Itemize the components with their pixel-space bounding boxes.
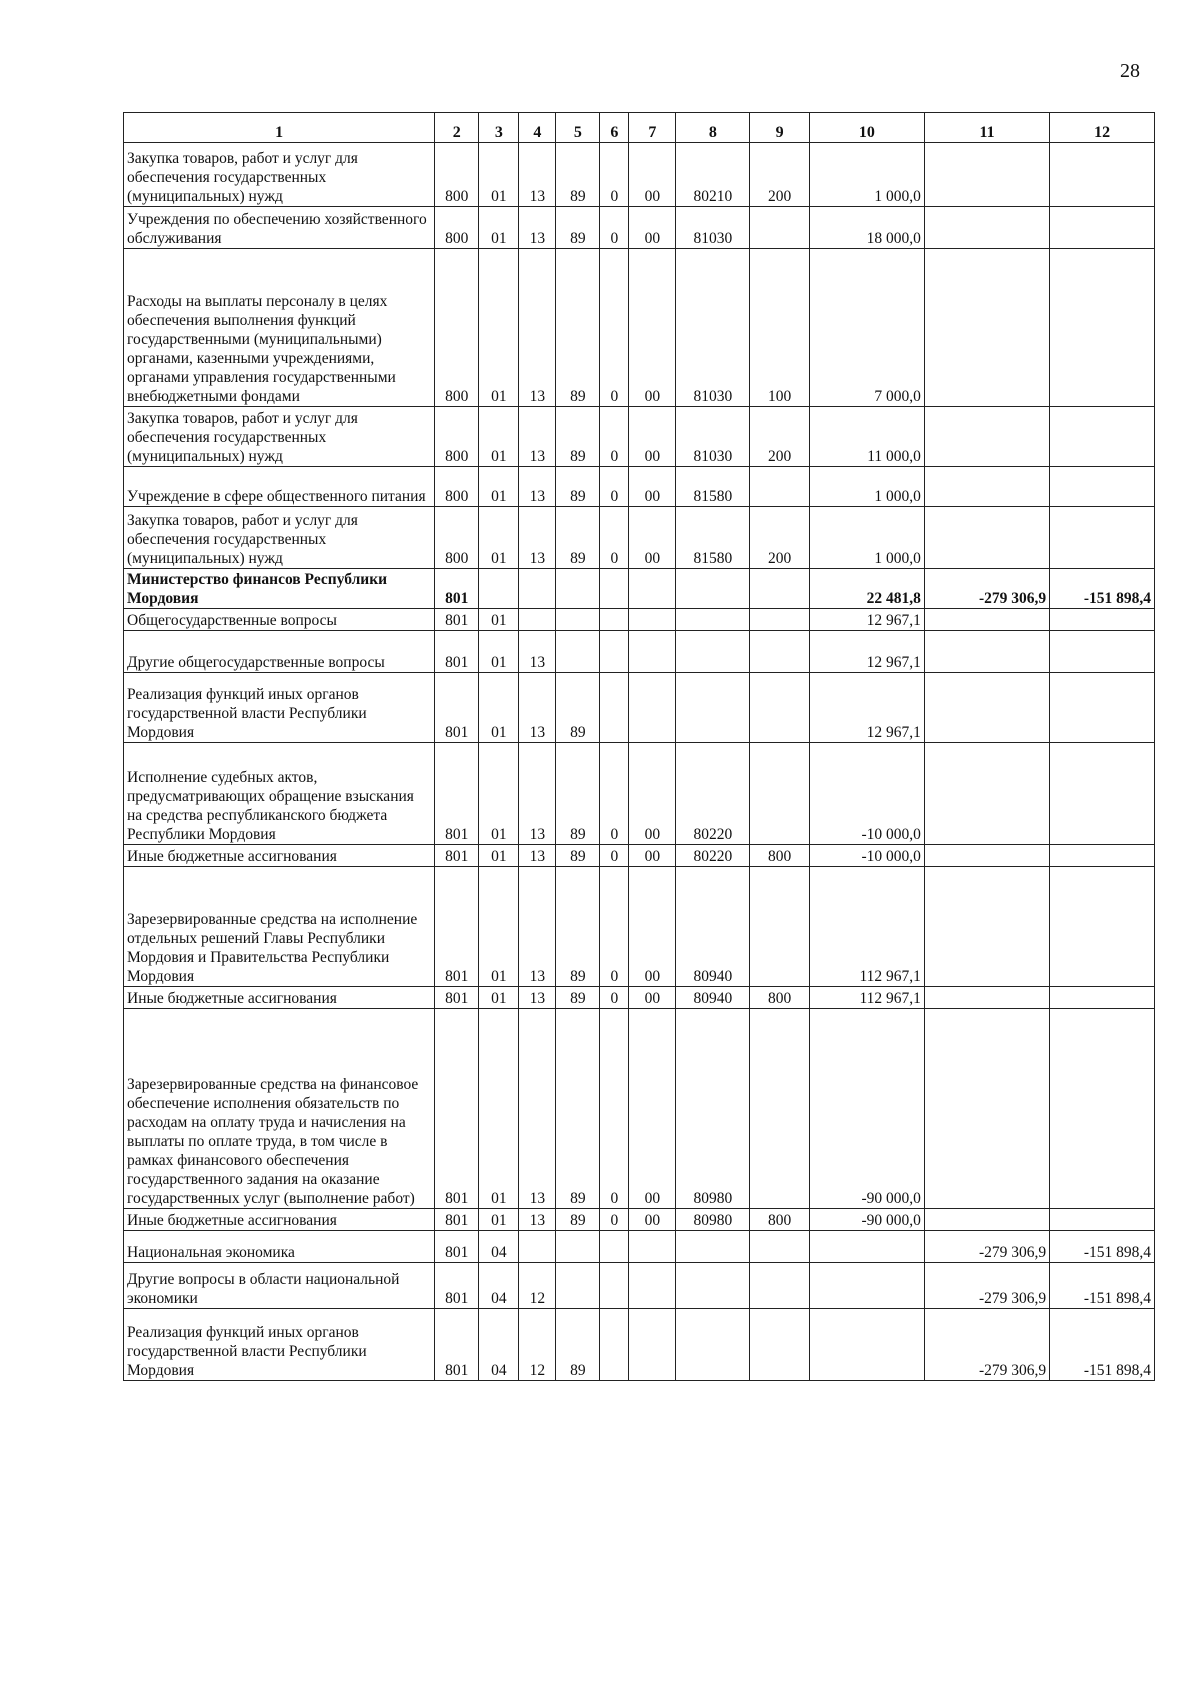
table-body — [124, 143, 1155, 1381]
cell-col-10: 1 000,0 — [809, 467, 924, 507]
cell-col-7: 00 — [629, 467, 676, 507]
cell-col-8: 80940 — [676, 867, 750, 987]
cell-col-3: 01 — [479, 673, 519, 743]
row-name-cell: Расходы на выплаты персоналу в целях обеспечения выполнения функций государственными (муниципальными) органами, казенными учреждениями, органами управления государственными внебюджетными фондами — [124, 249, 435, 407]
cell-col-4: 13 — [519, 845, 556, 867]
cell-col-12 — [1050, 507, 1155, 569]
cell-col-12 — [1050, 1009, 1155, 1209]
table-row — [124, 743, 1155, 845]
cell-col-4: 12 — [519, 1263, 556, 1309]
cell-col-9 — [750, 1009, 810, 1209]
cell-col-10: 7 000,0 — [809, 249, 924, 407]
cell-col-11 — [924, 631, 1049, 673]
cell-col-6 — [600, 631, 629, 673]
cell-col-9: 100 — [750, 249, 810, 407]
cell-col-6 — [600, 569, 629, 609]
cell-col-4: 13 — [519, 1009, 556, 1209]
cell-col-3: 01 — [479, 845, 519, 867]
row-name-cell: Исполнение судебных актов, предусматривающих обращение взыскания на средства республиканского бюджета Республики Мордовия — [124, 743, 435, 845]
cell-col-10: 22 481,8 — [809, 569, 924, 609]
cell-col-8: 81030 — [676, 249, 750, 407]
cell-col-11 — [924, 507, 1049, 569]
row-name-cell: Общегосударственные вопросы — [124, 609, 435, 631]
cell-col-3: 01 — [479, 987, 519, 1009]
cell-col-2: 801 — [435, 867, 479, 987]
cell-col-9 — [750, 631, 810, 673]
cell-col-3: 01 — [479, 467, 519, 507]
cell-col-6 — [600, 609, 629, 631]
cell-col-12: -151 898,4 — [1050, 1263, 1155, 1309]
cell-col-12 — [1050, 743, 1155, 845]
table-row — [124, 987, 1155, 1009]
cell-col-7: 00 — [629, 743, 676, 845]
cell-col-9: 200 — [750, 143, 810, 207]
table-row — [124, 143, 1155, 207]
cell-col-10: 11 000,0 — [809, 407, 924, 467]
cell-col-11 — [924, 207, 1049, 249]
row-name-cell: Учреждение в сфере общественного питания — [124, 467, 435, 507]
table-row — [124, 867, 1155, 987]
cell-col-7: 00 — [629, 1209, 676, 1231]
cell-col-5: 89 — [556, 507, 600, 569]
cell-col-4: 13 — [519, 143, 556, 207]
cell-col-10: 112 967,1 — [809, 987, 924, 1009]
cell-col-6: 0 — [600, 743, 629, 845]
cell-col-5: 89 — [556, 845, 600, 867]
cell-col-10: -10 000,0 — [809, 845, 924, 867]
cell-col-9 — [750, 743, 810, 845]
cell-col-6: 0 — [600, 407, 629, 467]
cell-col-2: 801 — [435, 1263, 479, 1309]
cell-col-5: 89 — [556, 249, 600, 407]
cell-col-9: 200 — [750, 407, 810, 467]
column-header-4: 4 — [519, 113, 556, 143]
cell-col-10: -90 000,0 — [809, 1009, 924, 1209]
cell-col-5: 89 — [556, 673, 600, 743]
row-name-cell: Другие вопросы в области национальной экономики — [124, 1263, 435, 1309]
cell-col-6 — [600, 1263, 629, 1309]
cell-col-4: 13 — [519, 507, 556, 569]
cell-col-5: 89 — [556, 867, 600, 987]
cell-col-2: 800 — [435, 249, 479, 407]
row-name-cell: Учреждения по обеспечению хозяйственного обслуживания — [124, 207, 435, 249]
cell-col-12 — [1050, 143, 1155, 207]
cell-col-2: 801 — [435, 1231, 479, 1263]
cell-col-7 — [629, 609, 676, 631]
cell-col-11 — [924, 867, 1049, 987]
column-header-3: 3 — [479, 113, 519, 143]
cell-col-7 — [629, 569, 676, 609]
cell-col-3: 01 — [479, 407, 519, 467]
cell-col-9 — [750, 609, 810, 631]
cell-col-5: 89 — [556, 743, 600, 845]
cell-col-2: 800 — [435, 207, 479, 249]
row-name-cell: Министерство финансов Республики Мордовия — [124, 569, 435, 609]
cell-col-7 — [629, 1231, 676, 1263]
cell-col-7: 00 — [629, 987, 676, 1009]
cell-col-8: 80940 — [676, 987, 750, 1009]
cell-col-4: 13 — [519, 673, 556, 743]
column-header-2: 2 — [435, 113, 479, 143]
cell-col-8: 80980 — [676, 1009, 750, 1209]
cell-col-8 — [676, 631, 750, 673]
cell-col-3: 01 — [479, 249, 519, 407]
row-name-cell: Зарезервированные средства на исполнение отдельных решений Главы Республики Мордовия и Правительства Республики Мордовия — [124, 867, 435, 987]
cell-col-9 — [750, 1263, 810, 1309]
cell-col-4 — [519, 1231, 556, 1263]
cell-col-12 — [1050, 987, 1155, 1009]
cell-col-9 — [750, 867, 810, 987]
cell-col-11 — [924, 143, 1049, 207]
row-name-cell: Другие общегосударственные вопросы — [124, 631, 435, 673]
cell-col-10: 112 967,1 — [809, 867, 924, 987]
cell-col-5 — [556, 569, 600, 609]
cell-col-7: 00 — [629, 867, 676, 987]
cell-col-4: 13 — [519, 207, 556, 249]
cell-col-11 — [924, 249, 1049, 407]
cell-col-7 — [629, 631, 676, 673]
cell-col-3: 01 — [479, 1209, 519, 1231]
table-row — [124, 1009, 1155, 1209]
cell-col-2: 801 — [435, 631, 479, 673]
cell-col-4: 13 — [519, 407, 556, 467]
cell-col-10 — [809, 1309, 924, 1381]
column-header-1: 1 — [124, 113, 435, 143]
cell-col-8 — [676, 1263, 750, 1309]
row-name-cell: Иные бюджетные ассигнования — [124, 1209, 435, 1231]
column-header-11: 11 — [924, 113, 1049, 143]
table-row — [124, 207, 1155, 249]
row-name-cell: Иные бюджетные ассигнования — [124, 845, 435, 867]
cell-col-2: 801 — [435, 1309, 479, 1381]
table-row — [124, 249, 1155, 407]
cell-col-10: 1 000,0 — [809, 143, 924, 207]
cell-col-3 — [479, 569, 519, 609]
row-name-cell: Национальная экономика — [124, 1231, 435, 1263]
cell-col-6: 0 — [600, 1209, 629, 1231]
cell-col-10: 1 000,0 — [809, 507, 924, 569]
row-name-cell: Закупка товаров, работ и услуг для обеспечения государственных (муниципальных) нужд — [124, 407, 435, 467]
cell-col-12 — [1050, 609, 1155, 631]
cell-col-5 — [556, 631, 600, 673]
cell-col-2: 800 — [435, 467, 479, 507]
cell-col-8 — [676, 1231, 750, 1263]
cell-col-2: 801 — [435, 987, 479, 1009]
cell-col-7 — [629, 1263, 676, 1309]
cell-col-7: 00 — [629, 407, 676, 467]
cell-col-2: 801 — [435, 569, 479, 609]
cell-col-3: 01 — [479, 609, 519, 631]
cell-col-9 — [750, 207, 810, 249]
cell-col-8: 80220 — [676, 845, 750, 867]
cell-col-6: 0 — [600, 207, 629, 249]
cell-col-10 — [809, 1231, 924, 1263]
cell-col-3: 01 — [479, 867, 519, 987]
cell-col-4: 12 — [519, 1309, 556, 1381]
cell-col-9 — [750, 1231, 810, 1263]
cell-col-11 — [924, 673, 1049, 743]
column-number-row — [124, 113, 1155, 143]
cell-col-2: 801 — [435, 743, 479, 845]
cell-col-3: 01 — [479, 743, 519, 845]
cell-col-7 — [629, 1309, 676, 1381]
cell-col-4: 13 — [519, 631, 556, 673]
table-row — [124, 631, 1155, 673]
cell-col-6: 0 — [600, 467, 629, 507]
cell-col-4 — [519, 569, 556, 609]
table-row — [124, 1309, 1155, 1381]
cell-col-6: 0 — [600, 867, 629, 987]
cell-col-5 — [556, 1231, 600, 1263]
cell-col-2: 800 — [435, 143, 479, 207]
cell-col-2: 800 — [435, 407, 479, 467]
cell-col-11 — [924, 987, 1049, 1009]
cell-col-4: 13 — [519, 867, 556, 987]
cell-col-2: 800 — [435, 507, 479, 569]
cell-col-9: 800 — [750, 845, 810, 867]
cell-col-12 — [1050, 631, 1155, 673]
cell-col-8 — [676, 1309, 750, 1381]
cell-col-5: 89 — [556, 407, 600, 467]
cell-col-9: 800 — [750, 1209, 810, 1231]
cell-col-11: -279 306,9 — [924, 1231, 1049, 1263]
cell-col-8: 81030 — [676, 207, 750, 249]
cell-col-9: 800 — [750, 987, 810, 1009]
cell-col-7 — [629, 673, 676, 743]
cell-col-3: 04 — [479, 1309, 519, 1381]
cell-col-4: 13 — [519, 743, 556, 845]
cell-col-3: 01 — [479, 507, 519, 569]
cell-col-6: 0 — [600, 507, 629, 569]
cell-col-5 — [556, 609, 600, 631]
cell-col-12: -151 898,4 — [1050, 1231, 1155, 1263]
cell-col-11 — [924, 743, 1049, 845]
cell-col-9 — [750, 1309, 810, 1381]
table-row — [124, 845, 1155, 867]
cell-col-4 — [519, 609, 556, 631]
cell-col-6: 0 — [600, 845, 629, 867]
cell-col-8 — [676, 673, 750, 743]
cell-col-12 — [1050, 1209, 1155, 1231]
cell-col-10: -10 000,0 — [809, 743, 924, 845]
cell-col-5: 89 — [556, 1209, 600, 1231]
cell-col-6 — [600, 1309, 629, 1381]
table-row — [124, 467, 1155, 507]
cell-col-8: 80220 — [676, 743, 750, 845]
cell-col-5: 89 — [556, 1309, 600, 1381]
table-row — [124, 609, 1155, 631]
cell-col-5: 89 — [556, 467, 600, 507]
column-header-6: 6 — [600, 113, 629, 143]
cell-col-11 — [924, 467, 1049, 507]
cell-col-3: 01 — [479, 143, 519, 207]
cell-col-5: 89 — [556, 1009, 600, 1209]
cell-col-12 — [1050, 407, 1155, 467]
cell-col-12 — [1050, 845, 1155, 867]
cell-col-11 — [924, 1009, 1049, 1209]
cell-col-10: -90 000,0 — [809, 1209, 924, 1231]
table-row — [124, 407, 1155, 467]
cell-col-3: 01 — [479, 207, 519, 249]
cell-col-7: 00 — [629, 1009, 676, 1209]
cell-col-6: 0 — [600, 987, 629, 1009]
cell-col-5: 89 — [556, 207, 600, 249]
cell-col-11 — [924, 845, 1049, 867]
cell-col-12: -151 898,4 — [1050, 569, 1155, 609]
cell-col-7: 00 — [629, 249, 676, 407]
cell-col-6: 0 — [600, 143, 629, 207]
cell-col-9: 200 — [750, 507, 810, 569]
cell-col-2: 801 — [435, 1009, 479, 1209]
cell-col-8: 81580 — [676, 467, 750, 507]
table-row — [124, 1263, 1155, 1309]
cell-col-4: 13 — [519, 249, 556, 407]
cell-col-8: 81580 — [676, 507, 750, 569]
cell-col-12 — [1050, 207, 1155, 249]
cell-col-4: 13 — [519, 467, 556, 507]
table-row — [124, 1209, 1155, 1231]
cell-col-7: 00 — [629, 207, 676, 249]
table-row — [124, 1231, 1155, 1263]
cell-col-12 — [1050, 467, 1155, 507]
cell-col-8: 81030 — [676, 407, 750, 467]
cell-col-11 — [924, 1209, 1049, 1231]
cell-col-3: 01 — [479, 631, 519, 673]
column-header-8: 8 — [676, 113, 750, 143]
cell-col-4: 13 — [519, 987, 556, 1009]
table-row — [124, 569, 1155, 609]
cell-col-2: 801 — [435, 845, 479, 867]
cell-col-6 — [600, 1231, 629, 1263]
cell-col-10 — [809, 1263, 924, 1309]
cell-col-10: 12 967,1 — [809, 673, 924, 743]
cell-col-7: 00 — [629, 507, 676, 569]
row-name-cell: Реализация функций иных органов государственной власти Республики Мордовия — [124, 1309, 435, 1381]
cell-col-5 — [556, 1263, 600, 1309]
row-name-cell: Зарезервированные средства на финансовое обеспечение исполнения обязательств по расходам на оплату труда и начисления на выплаты по оплате труда, в том числе в рамках финансового обеспечения государственного задания на оказание государственных услуг (выполнение работ) — [124, 1009, 435, 1209]
column-header-5: 5 — [556, 113, 600, 143]
cell-col-7: 00 — [629, 143, 676, 207]
cell-col-8 — [676, 609, 750, 631]
cell-col-2: 801 — [435, 609, 479, 631]
cell-col-12: -151 898,4 — [1050, 1309, 1155, 1381]
row-name-cell: Закупка товаров, работ и услуг для обеспечения государственных (муниципальных) нужд — [124, 507, 435, 569]
cell-col-10: 18 000,0 — [809, 207, 924, 249]
cell-col-10: 12 967,1 — [809, 631, 924, 673]
cell-col-3: 04 — [479, 1231, 519, 1263]
cell-col-7: 00 — [629, 845, 676, 867]
cell-col-11: -279 306,9 — [924, 1309, 1049, 1381]
column-header-12: 12 — [1050, 113, 1155, 143]
cell-col-12 — [1050, 249, 1155, 407]
cell-col-5: 89 — [556, 987, 600, 1009]
cell-col-4: 13 — [519, 1209, 556, 1231]
cell-col-10: 12 967,1 — [809, 609, 924, 631]
cell-col-3: 04 — [479, 1263, 519, 1309]
column-header-7: 7 — [629, 113, 676, 143]
cell-col-2: 801 — [435, 673, 479, 743]
cell-col-2: 801 — [435, 1209, 479, 1231]
budget-table — [123, 112, 1155, 1381]
column-header-9: 9 — [750, 113, 810, 143]
cell-col-5: 89 — [556, 143, 600, 207]
cell-col-9 — [750, 467, 810, 507]
cell-col-12 — [1050, 673, 1155, 743]
cell-col-6 — [600, 673, 629, 743]
cell-col-11 — [924, 407, 1049, 467]
column-header-10: 10 — [809, 113, 924, 143]
page-number: 28 — [1120, 60, 1140, 82]
cell-col-11: -279 306,9 — [924, 569, 1049, 609]
cell-col-6: 0 — [600, 249, 629, 407]
cell-col-11 — [924, 609, 1049, 631]
cell-col-11: -279 306,9 — [924, 1263, 1049, 1309]
cell-col-9 — [750, 569, 810, 609]
row-name-cell: Иные бюджетные ассигнования — [124, 987, 435, 1009]
cell-col-8: 80210 — [676, 143, 750, 207]
cell-col-12 — [1050, 867, 1155, 987]
cell-col-8 — [676, 569, 750, 609]
cell-col-3: 01 — [479, 1009, 519, 1209]
row-name-cell: Реализация функций иных органов государственной власти Республики Мордовия — [124, 673, 435, 743]
table-row — [124, 507, 1155, 569]
cell-col-8: 80980 — [676, 1209, 750, 1231]
cell-col-9 — [750, 673, 810, 743]
row-name-cell: Закупка товаров, работ и услуг для обеспечения государственных (муниципальных) нужд — [124, 143, 435, 207]
table-row — [124, 673, 1155, 743]
cell-col-6: 0 — [600, 1009, 629, 1209]
